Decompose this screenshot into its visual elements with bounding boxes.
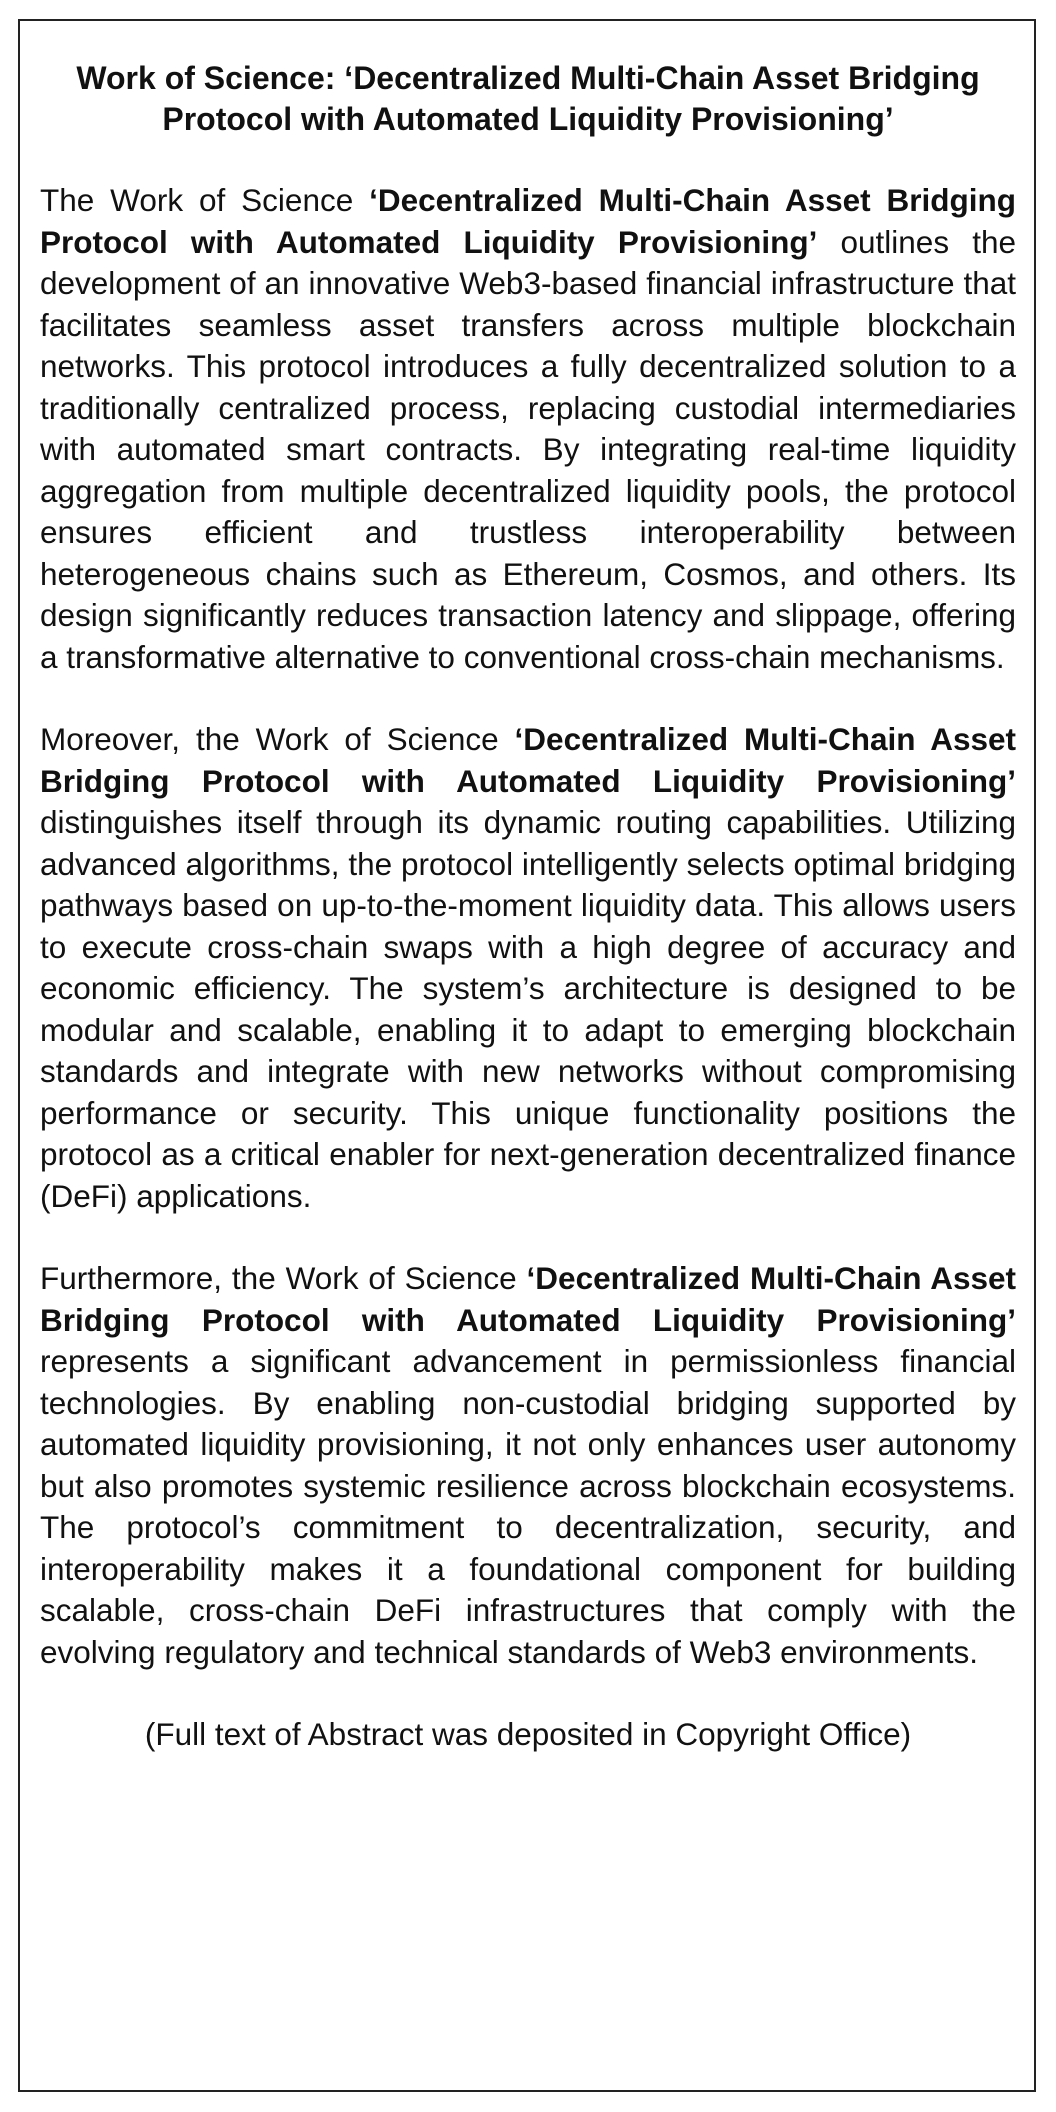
deposit-note: (Full text of Abstract was deposited in Copyright Office) bbox=[144, 1716, 912, 1752]
document-title: Work of Science: ‘Decentralized Multi-Chain Asset Bridging Protocol with Automated Liquidity Provisioning’ bbox=[76, 60, 980, 137]
paragraph-3-body: represents a significant advancement in permissionless financial technologies. By enabling non-custodial bridging supported by automated liquidity provisioning, it not only enhances user autonomy but also promotes systemic resilience across blockchain ecosystems. The protocol’s commitment to decentralization, security, and interoperability makes it a foundational component for building scalable, cross-chain DeFi infrastructures that comply with the evolving regulatory and technical standards of Web3 environments. bbox=[40, 1343, 1016, 1670]
paragraph-2-lead: Moreover, the Work of Science bbox=[40, 721, 515, 757]
paragraph-2-work-title: ‘Decentralized Multi-Chain Asset Bridging Protocol with Automated Liquidity Provisioning’ bbox=[40, 721, 1016, 799]
paragraph-2 bbox=[40, 719, 1016, 1217]
paragraph-1 bbox=[40, 180, 1016, 678]
paragraph-3-lead: Furthermore, the Work of Science bbox=[40, 1260, 527, 1296]
paragraph-3-work-title: ‘Decentralized Multi-Chain Asset Bridging Protocol with Automated Liquidity Provisioning’ bbox=[40, 1260, 1016, 1338]
paragraph-1-work-title: ‘Decentralized Multi-Chain Asset Bridging Protocol with Automated Liquidity Provisioning’ bbox=[40, 182, 1016, 260]
paragraph-3 bbox=[40, 1258, 1016, 1673]
paragraph-1-body: outlines the development of an innovative Web3-based financial infrastructure that facilitates seamless asset transfers across multiple blockchain networks. This protocol introduces a fully decentralized solution to a traditionally centralized process, replacing custodial intermediaries with automated smart contracts. By integrating real-time liquidity aggregation from multiple decentralized liquidity pools, the protocol ensures efficient and trustless interoperability between heterogeneous chains such as Ethereum, Cosmos, and others. Its design significantly reduces transaction latency and slippage, offering a transformative alternative to conventional cross-chain mechanisms. bbox=[40, 223, 1016, 675]
document-body bbox=[40, 58, 1016, 1755]
paragraph-1-lead: The Work of Science bbox=[40, 182, 370, 218]
paragraph-2-body: distinguishes itself through its dynamic routing capabilities. Utilizing advanced algorithms, the protocol intelligently selects optimal bridging pathways based on up-to-the-moment liquidity data. This allows users to execute cross-chain swaps with a high degree of accuracy and economic efficiency. The system’s architecture is designed to be modular and scalable, enabling it to adapt to emerging blockchain standards and integrate with new networks without compromising performance or security. This unique functionality positions the protocol as a critical enabler for next-generation decentralized finance (DeFi) applications. bbox=[40, 804, 1016, 1214]
